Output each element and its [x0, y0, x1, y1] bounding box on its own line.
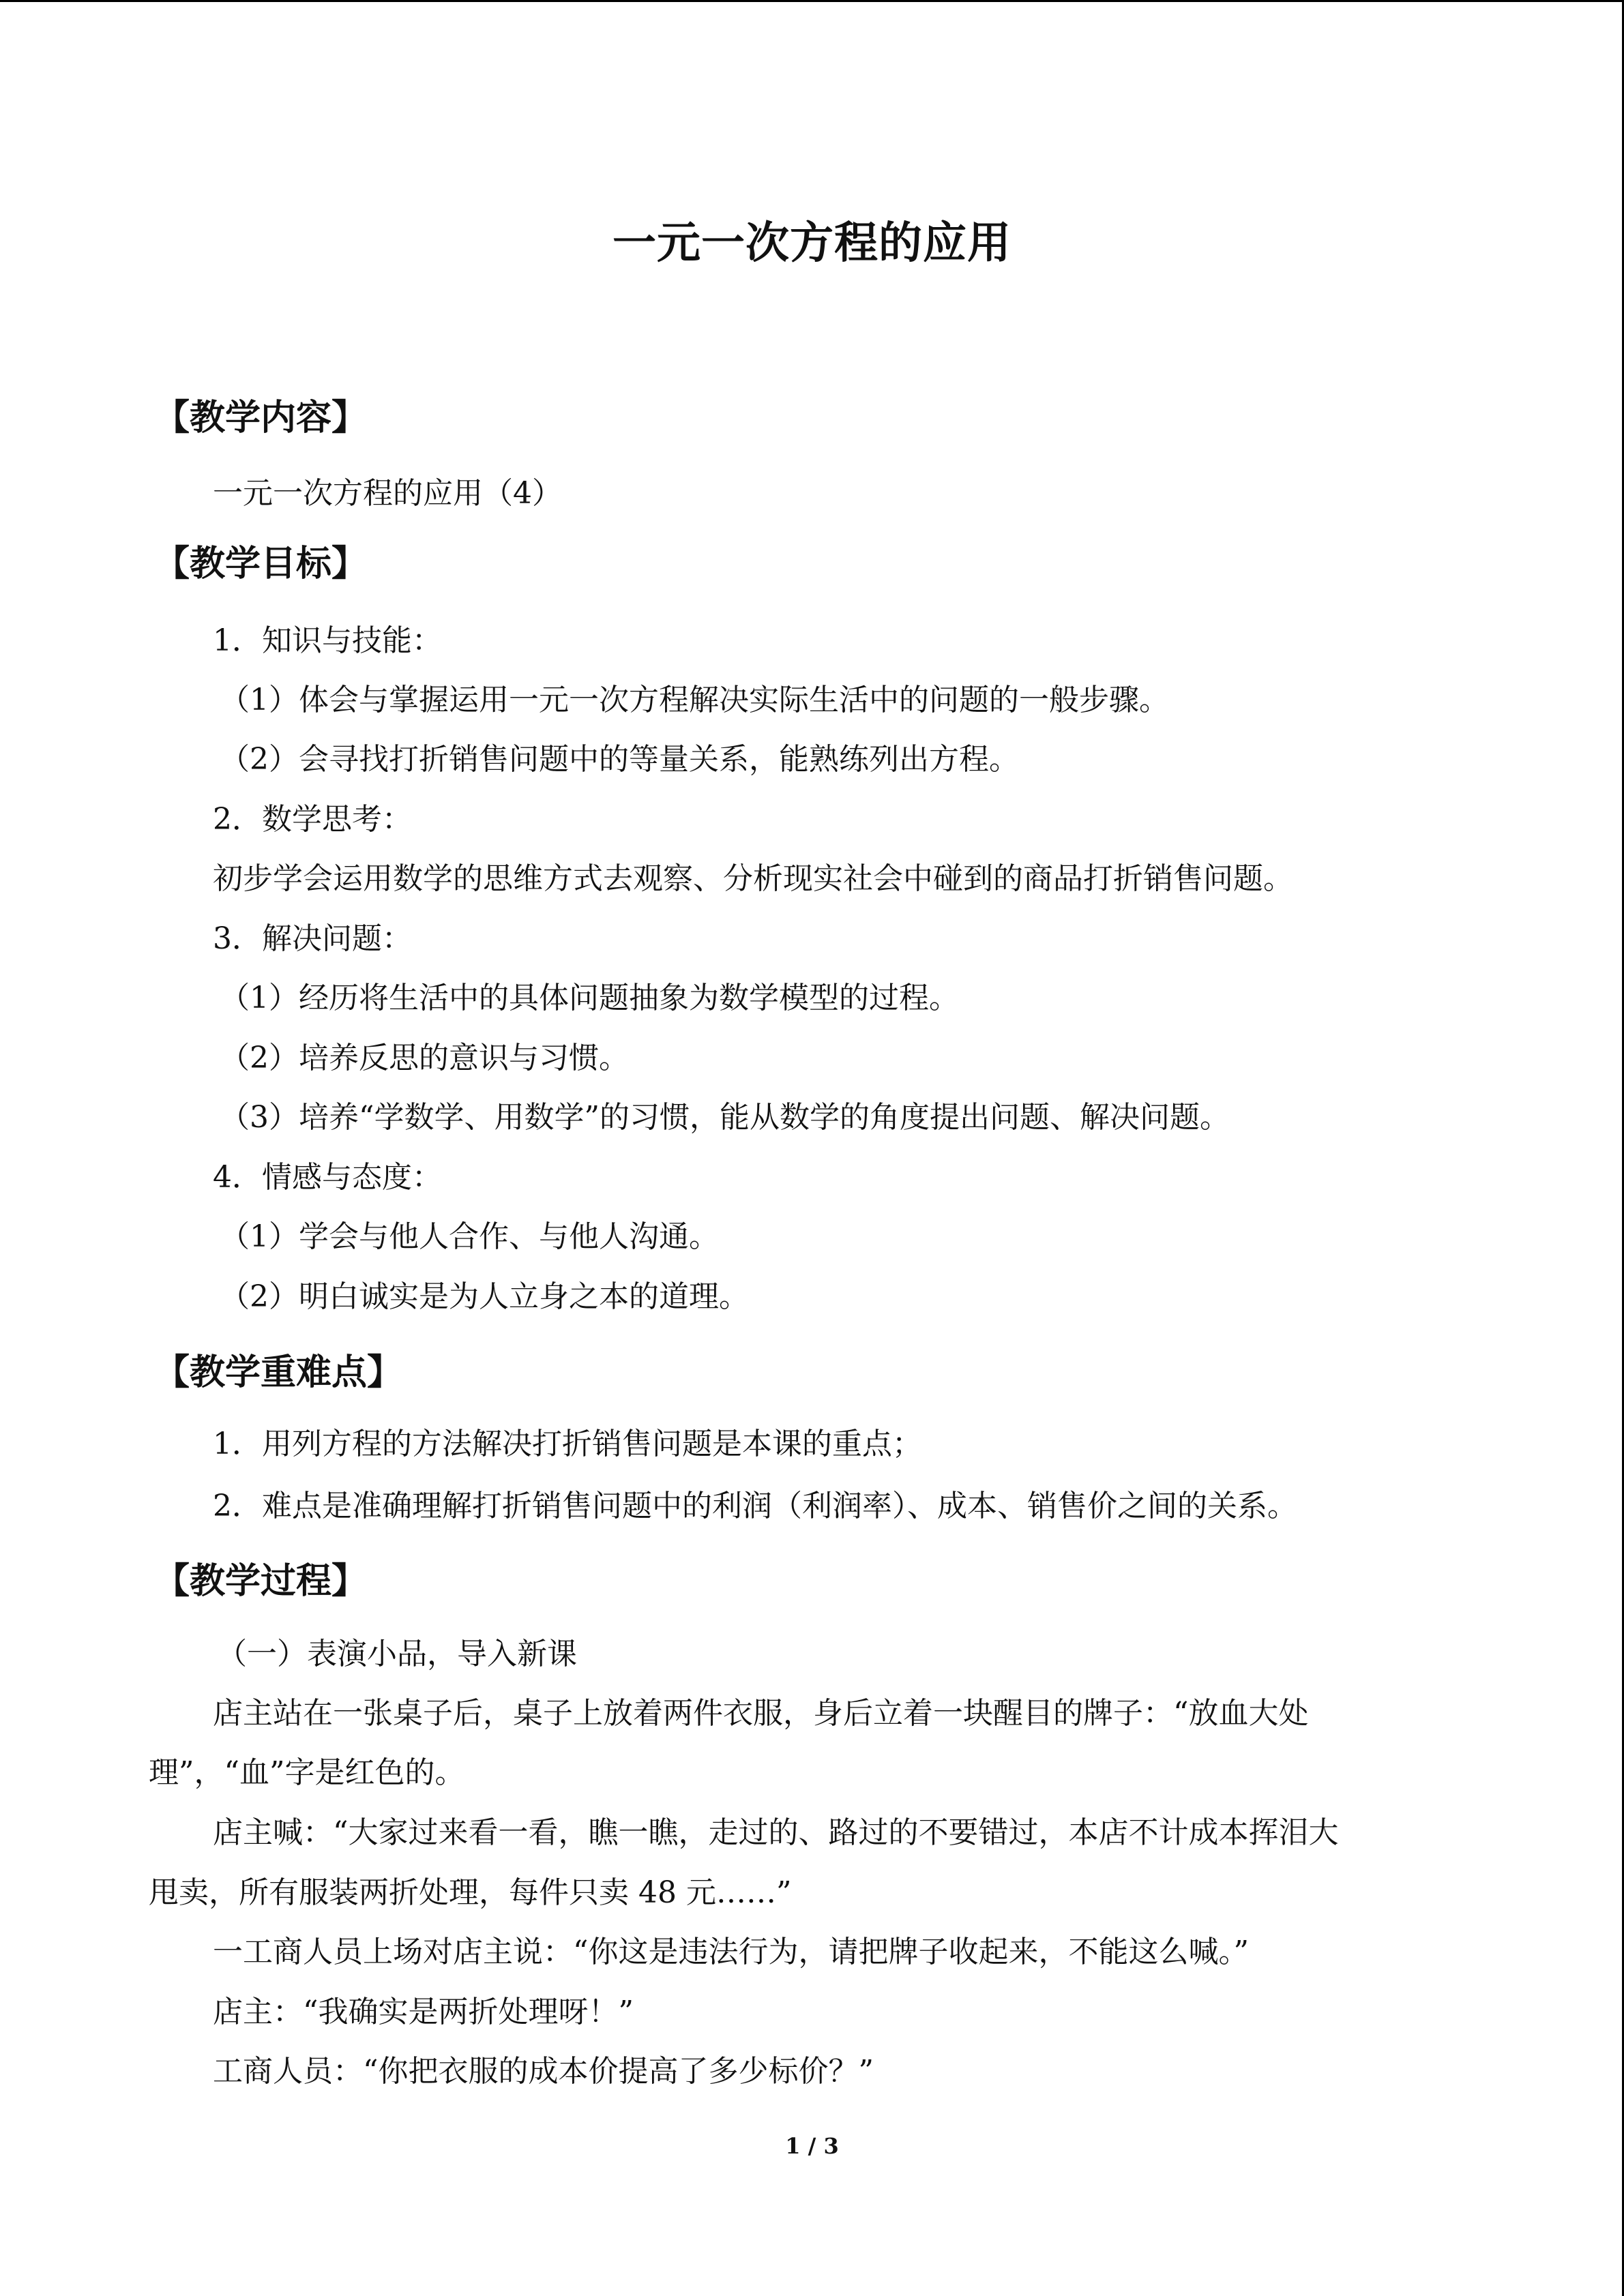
page-number: 1 / 3	[785, 2133, 839, 2159]
process-line: 甩卖，所有服装两折处理，每件只卖 48 元……”	[149, 1875, 792, 1910]
goals-line: 初步学会运用数学的思维方式去观察、分析现实社会中碰到的商品打折销售问题。	[213, 861, 1293, 896]
process-line: 一工商人员上场对店主说：“你这是违法行为，请把牌子收起来，不能这么喊。”	[213, 1935, 1249, 1969]
process-line: （一）表演小品，导入新课	[217, 1637, 577, 1671]
goals-line: 3．解决问题：	[213, 921, 412, 956]
section-heading-process: 【教学过程】	[154, 1560, 368, 1602]
process-line: 店主站在一张桌子后，桌子上放着两件衣服，身后立着一块醒目的牌子：“放血大处	[213, 1696, 1309, 1731]
goals-line: 4．情感与态度：	[213, 1160, 442, 1195]
goals-line: （1）体会与掌握运用一元一次方程解决实际生活中的问题的一般步骤。	[220, 683, 1169, 717]
process-line: 理”，“血”字是红色的。	[149, 1755, 465, 1790]
keypoints-line: 2．难点是准确理解打折销售问题中的利润（利润率）、成本、销售价之间的关系。	[213, 1489, 1297, 1523]
goals-line: （2）培养反思的意识与习惯。	[220, 1041, 629, 1075]
keypoints-line: 1．用列方程的方法解决打折销售问题是本课的重点；	[213, 1427, 922, 1461]
goals-line: （3）培养“学数学、用数学”的习惯，能从数学的角度提出问题、解决问题。	[220, 1100, 1230, 1135]
goals-line: 2．数学思考：	[213, 802, 412, 837]
goals-line: （2）会寻找打折销售问题中的等量关系，能熟练列出方程。	[220, 742, 1019, 777]
goals-line: （1）经历将生活中的具体问题抽象为数学模型的过程。	[220, 981, 959, 1015]
goals-line: （2）明白诚实是为人立身之本的道理。	[220, 1279, 749, 1314]
content-line: 一元一次方程的应用（4）	[213, 476, 562, 511]
goals-line: 1．知识与技能：	[213, 623, 442, 658]
process-line: 店主：“我确实是两折处理呀！”	[213, 1995, 634, 2029]
process-line: 店主喊：“大家过来看一看，瞧一瞧，走过的、路过的不要错过，本店不计成本挥泪大	[213, 1815, 1339, 1850]
section-heading-content: 【教学内容】	[154, 397, 368, 438]
section-heading-goals: 【教学目标】	[154, 543, 368, 584]
process-line: 工商人员：“你把衣服的成本价提高了多少标价？”	[213, 2054, 874, 2089]
goals-line: （1）学会与他人合作、与他人沟通。	[220, 1219, 719, 1254]
section-heading-keypoints: 【教学重难点】	[154, 1352, 403, 1393]
document-title: 一元一次方程的应用	[612, 218, 1012, 269]
